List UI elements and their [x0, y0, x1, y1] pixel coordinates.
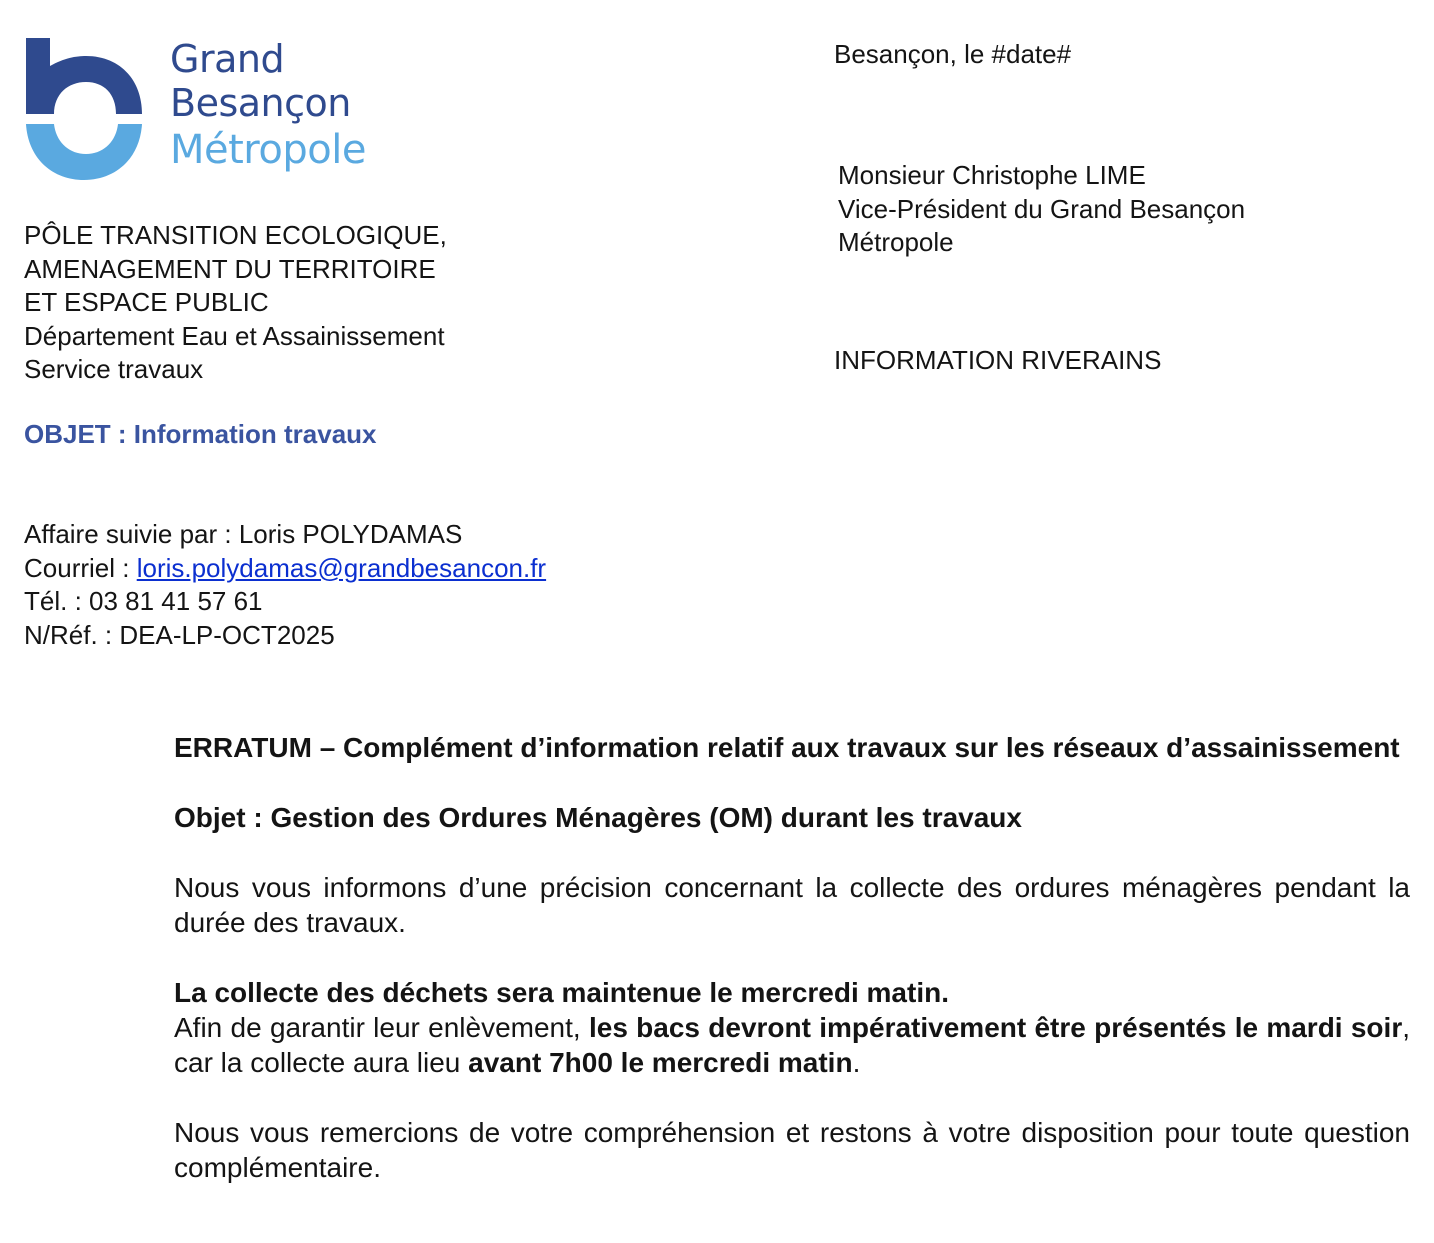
logo-text-besancon: Besançon	[170, 81, 351, 125]
pole-line: PÔLE TRANSITION ECOLOGIQUE,	[24, 220, 447, 250]
recipient-block	[838, 159, 1245, 260]
instr-part: .	[852, 1047, 861, 1078]
recipient-title-cont: Métropole	[838, 227, 954, 257]
service-line: Service travaux	[24, 354, 204, 384]
department-line: Département Eau et Assainissement	[24, 320, 445, 351]
affaire-suivie: Affaire suivie par : Loris POLYDAMAS	[24, 519, 463, 549]
logo-text-metropole: Métropole	[170, 127, 366, 173]
instr-bold-time: avant 7h00 le mercredi matin	[468, 1047, 853, 1078]
telephone: Tél. : 03 81 41 57 61	[24, 586, 263, 616]
erratum-title: ERRATUM – Complément d’information relatif aux travaux sur les réseaux d’assainissement	[174, 732, 1400, 763]
pole-line: ET ESPACE PUBLIC	[24, 287, 269, 317]
email-link[interactable]: loris.polydamas@grandbesancon.fr	[136, 552, 547, 583]
instr-part: , car la collecte aura lieu	[174, 1012, 1410, 1078]
recipient-title: Vice-Président du Grand Besançon	[838, 193, 1246, 224]
courriel-line	[24, 552, 546, 586]
recipient-name: Monsieur Christophe LIME	[838, 160, 1146, 190]
logo-text-grand: Grand	[170, 37, 285, 81]
date-line: Besançon, le #date#	[834, 39, 1072, 69]
header-objet: OBJET : Information travaux	[24, 419, 377, 449]
collecte-statement: La collecte des déchets sera maintenue le mercredi matin.	[174, 977, 949, 1008]
logo-b-mark	[24, 36, 146, 182]
logo	[24, 36, 404, 186]
reference: N/Réf. : DEA-LP-OCT2025	[24, 619, 335, 650]
pole-line: AMENAGEMENT DU TERRITOIRE	[24, 253, 436, 284]
instr-part: Afin de garantir leur enlèvement,	[174, 1012, 589, 1043]
body-subject: Objet : Gestion des Ordures Ménagères (OM) durant les travaux	[174, 802, 1022, 833]
instr-bold-bacs: les bacs devront impérativement être présentés le mardi soir	[588, 1012, 1403, 1043]
closing-paragraph: Nous vous remercions de votre compréhension et restons à votre disposition pour toute question complémentaire.	[174, 1117, 1410, 1183]
courriel-label: Courriel :	[24, 552, 137, 583]
info-riverains: INFORMATION RIVERAINS	[834, 345, 1162, 375]
letter-body	[174, 730, 1410, 1220]
instructions-paragraph	[174, 1010, 1410, 1080]
contact-block	[24, 518, 546, 652]
sender-department	[24, 219, 447, 387]
intro-paragraph: Nous vous informons d’une précision concernant la collecte des ordures ménagères pendant la durée des travaux.	[174, 872, 1410, 938]
